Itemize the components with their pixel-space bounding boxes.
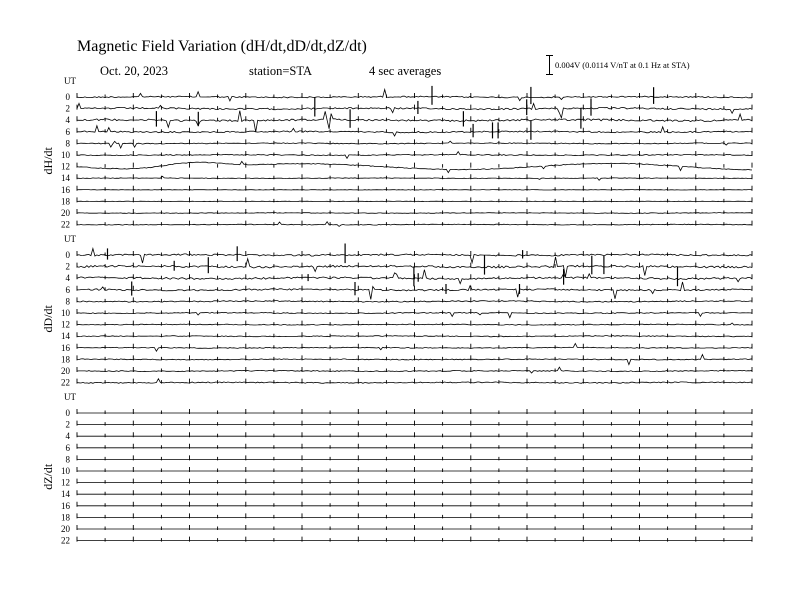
trace-row-2 (66, 255, 753, 277)
trace-row-12 (61, 478, 752, 488)
row-label: 22 (61, 219, 70, 230)
row-label: 14 (61, 489, 70, 500)
row-label: 16 (61, 184, 70, 195)
row-label: 12 (61, 161, 70, 172)
row-label: 22 (61, 535, 70, 546)
ut-label: UT (64, 76, 76, 86)
station-label: station=STA (249, 64, 312, 78)
axis-label: dH/dt (41, 147, 55, 175)
trace-row-20 (61, 208, 752, 218)
row-label: 2 (65, 419, 70, 430)
trace-row-20 (61, 524, 752, 534)
minute-ticks (77, 105, 752, 110)
panel-dddt (41, 234, 752, 388)
trace-row-6 (66, 443, 753, 453)
row-label: 12 (61, 319, 70, 330)
trace-row-22 (61, 536, 752, 546)
minute-ticks (77, 128, 752, 133)
row-label: 6 (65, 284, 70, 295)
trace-row-8 (66, 138, 753, 148)
row-label: 10 (61, 150, 70, 160)
trace-row-16 (61, 343, 752, 353)
row-label: 18 (61, 196, 70, 207)
trace-row-20 (61, 366, 752, 376)
row-label: 6 (65, 126, 70, 137)
trace-row-4 (66, 431, 753, 441)
trace-row-6 (66, 282, 753, 300)
trace-row-18 (61, 196, 752, 206)
date-label: Oct. 20, 2023 (100, 64, 169, 78)
row-label: 0 (65, 408, 70, 418)
chart-title: Magnetic Field Variation (dH/dt,dD/dt,dZ/dt) (77, 38, 367, 55)
trace-row-18 (61, 354, 752, 364)
row-label: 20 (61, 208, 70, 218)
trace-row-10 (61, 150, 752, 160)
row-label: 22 (61, 377, 70, 388)
row-label: 0 (65, 250, 70, 260)
ut-label: UT (64, 234, 76, 244)
trace-row-10 (61, 466, 752, 476)
row-label: 0 (65, 92, 70, 102)
trace-row-0 (66, 244, 753, 264)
trace-row-14 (61, 173, 752, 183)
trace-row-2 (66, 420, 753, 430)
trace-row-0 (66, 408, 753, 418)
row-label: 14 (61, 331, 70, 342)
axis-label: dZ/dt (41, 463, 55, 490)
ut-label: UT (64, 392, 76, 402)
row-label: 20 (61, 366, 70, 376)
row-label: 12 (61, 477, 70, 488)
trace-row-6 (66, 120, 753, 139)
scale-label: 0.004V (0.0114 V/nT at 0.1 Hz at STA) (555, 60, 690, 70)
row-label: 2 (65, 103, 70, 114)
trace-row-4 (66, 108, 753, 132)
trace-row-16 (61, 501, 752, 511)
trace-row-12 (61, 161, 752, 172)
trace-row-4 (66, 267, 753, 287)
row-label: 10 (61, 466, 70, 476)
row-label: 4 (65, 431, 70, 442)
trace-row-10 (61, 308, 752, 318)
row-label: 8 (65, 454, 70, 465)
trace-row-2 (66, 97, 753, 118)
trace-row-14 (61, 489, 752, 499)
row-label: 18 (61, 354, 70, 365)
minute-ticks (77, 309, 752, 314)
axis-label: dD/dt (41, 305, 55, 333)
averaging-label: 4 sec averages (369, 64, 442, 78)
row-label: 2 (65, 261, 70, 272)
trace-row-18 (61, 512, 752, 522)
row-label: 16 (61, 342, 70, 353)
trace-row-22 (61, 378, 752, 388)
row-label: 4 (65, 273, 70, 284)
row-label: 8 (65, 138, 70, 149)
row-label: 4 (65, 115, 70, 126)
row-label: 16 (61, 500, 70, 511)
panel-dzdt (41, 392, 752, 546)
trace-row-14 (61, 331, 752, 341)
trace-row-8 (66, 296, 753, 306)
panel-dhdt (41, 76, 752, 230)
trace-row-8 (66, 454, 753, 464)
row-label: 10 (61, 308, 70, 318)
trace-row-16 (61, 185, 752, 195)
row-label: 20 (61, 524, 70, 534)
trace-row-12 (61, 320, 752, 330)
row-label: 18 (61, 512, 70, 523)
row-label: 14 (61, 173, 70, 184)
row-label: 6 (65, 442, 70, 453)
row-label: 8 (65, 296, 70, 307)
trace-line (77, 213, 752, 214)
trace-row-0 (66, 86, 753, 105)
trace-row-22 (61, 220, 752, 230)
